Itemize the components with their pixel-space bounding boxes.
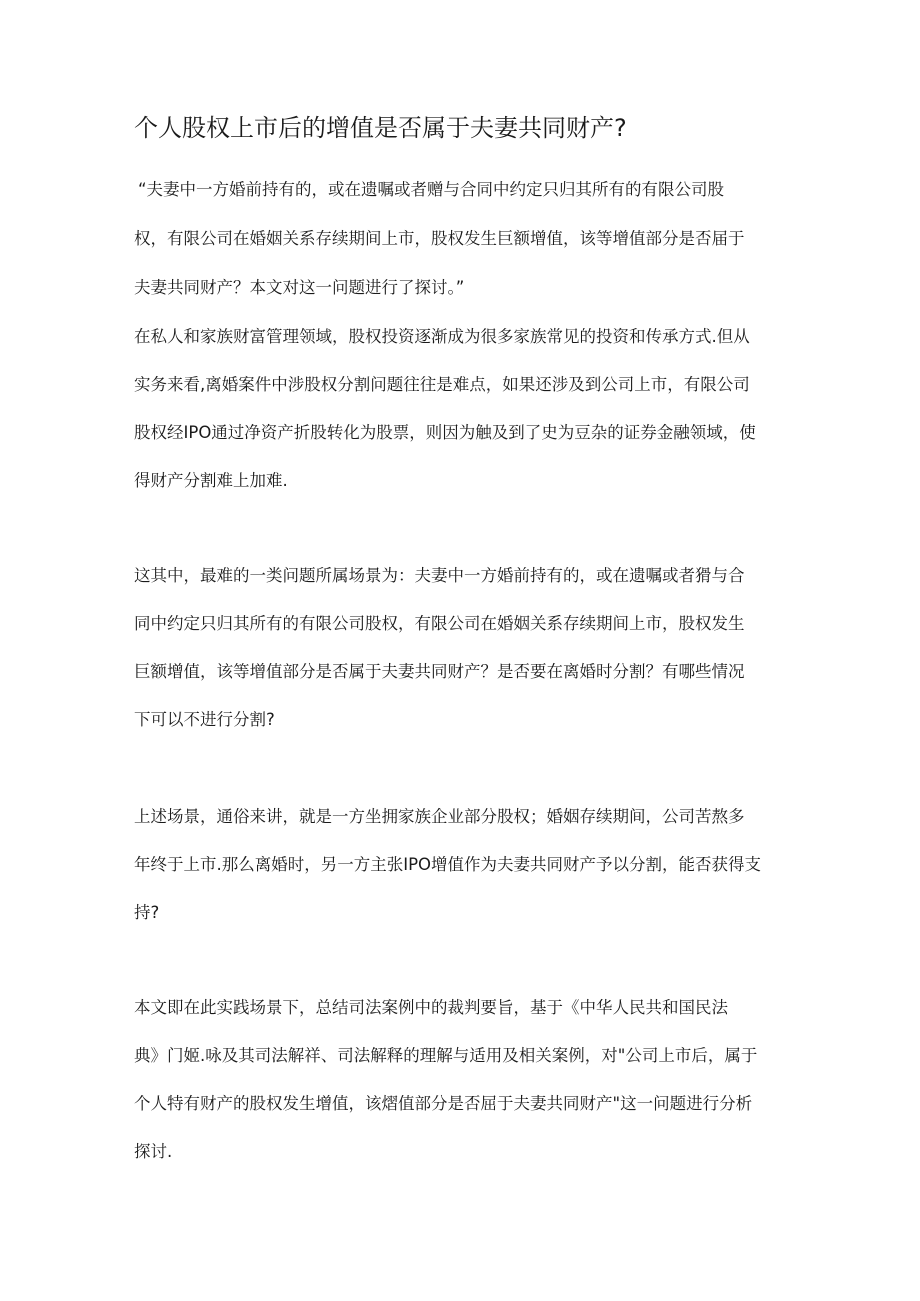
abstract-line: 夫妻共同财产？本文对这一问题进行了探讨。”: [134, 278, 465, 297]
paragraph-line: 个人特有财产的股权发生增值，该熠值部分是否屈于夫妻共同财产"这一问题进行分析: [134, 1094, 753, 1113]
paragraph-line: 探讨.: [134, 1142, 173, 1161]
paragraph-line: 巨额增值，该等增值部分是否属于夫妻共同财产？是否要在离婚时分割？有哪些情况: [134, 662, 745, 681]
paragraph-line: 这其中，最难的一类问题所属场景为：夫妻中一方婚前持有的，或在遗嘱或者猾与合: [134, 566, 745, 585]
paragraph-line: 在私人和家族财富管理领域，股权投资逐渐成为很多家族常见的投资和传承方式.但从: [134, 327, 750, 346]
paragraph-line: 下可以不进行分割?: [134, 710, 275, 729]
paragraph-line: 典》门姬.咏及其司法解祥、司法解释的理解与适用及相关案例，对"公司上市后，属于: [134, 1046, 758, 1065]
abstract-line: 权，有限公司在婚姻关系存续期间上市，股权发生巨额增值，该等增值部分是否届于: [134, 229, 745, 248]
paragraph-line: 本文即在此实践场景下，总结司法案例中的裁判要旨，基于《中华人民共和国民法: [134, 998, 728, 1017]
abstract-line: “夫妻中一方婚前持有的，或在遗嘱或者赠与合同中约定只归其所有的有限公司股: [138, 180, 725, 199]
paragraph-line: 同中约定只归其所有的有限公司股权，有限公司在婚姻关系存续期间上市，股权发生: [134, 614, 745, 633]
paragraph-line: 股权经IPO通过净资产折股转化为股票，则因为触及到了史为豆杂的证券金融领域，使: [134, 423, 756, 442]
paragraph-line: 年终于上市.那么离婚时，另一方主张IPO增值作为夫妻共同财产予以分割，能否获得支: [134, 855, 762, 874]
paragraph-line: 实务来看,离婚案件中涉股权分割问题往往是难点，如果还涉及到公司上市，有限公司: [134, 375, 750, 394]
document-title: 个人股权上市后的增值是否属于夫妻共同财产?: [134, 114, 627, 142]
paragraph-line: 上述场景，通俗来讲，就是一方坐拥家族企业部分股权；婚姻存续期间，公司苦熬多: [134, 807, 745, 826]
paragraph-line: 持?: [134, 903, 160, 922]
paragraph-line: 得财产分割难上加难.: [134, 471, 288, 490]
